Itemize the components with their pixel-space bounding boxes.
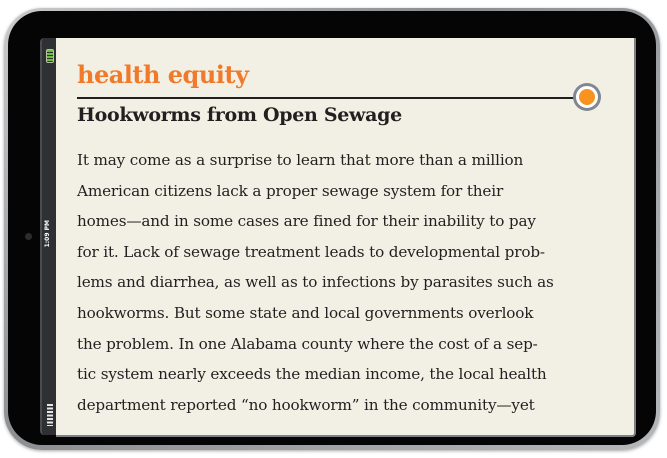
divider-rule xyxy=(77,97,580,99)
section-label: health equity xyxy=(77,60,249,89)
body-line: hookworms. But some state and local governments overlook xyxy=(77,303,534,322)
article-body xyxy=(77,145,617,420)
body-line: department reported “no hookworm” in the community—yet xyxy=(77,395,535,414)
body-line: American citizens lack a proper sewage system for their xyxy=(77,181,504,200)
body-line: It may come as a surprise to learn that more than a million xyxy=(77,151,524,169)
body-line: tic system nearly exceeds the median income, the local health xyxy=(77,365,547,384)
body-line: homes—and in some cases are fined for their inability to pay xyxy=(77,212,536,231)
camera-icon xyxy=(25,233,32,240)
body-line: the problem. In one Alabama county where the cost of a sep- xyxy=(77,334,538,353)
bullet-dot-icon xyxy=(576,86,598,108)
article-title: Hookworms from Open Sewage xyxy=(77,104,402,126)
status-time: 1:09 PM xyxy=(44,220,51,248)
signal-bars-icon xyxy=(47,404,53,426)
reader-page[interactable] xyxy=(56,38,636,437)
battery-icon xyxy=(46,49,54,63)
body-line: for it. Lack of sewage treatment leads to developmental prob- xyxy=(77,242,545,261)
body-line: lems and diarrhea, as well as to infections by parasites such as xyxy=(77,273,554,292)
